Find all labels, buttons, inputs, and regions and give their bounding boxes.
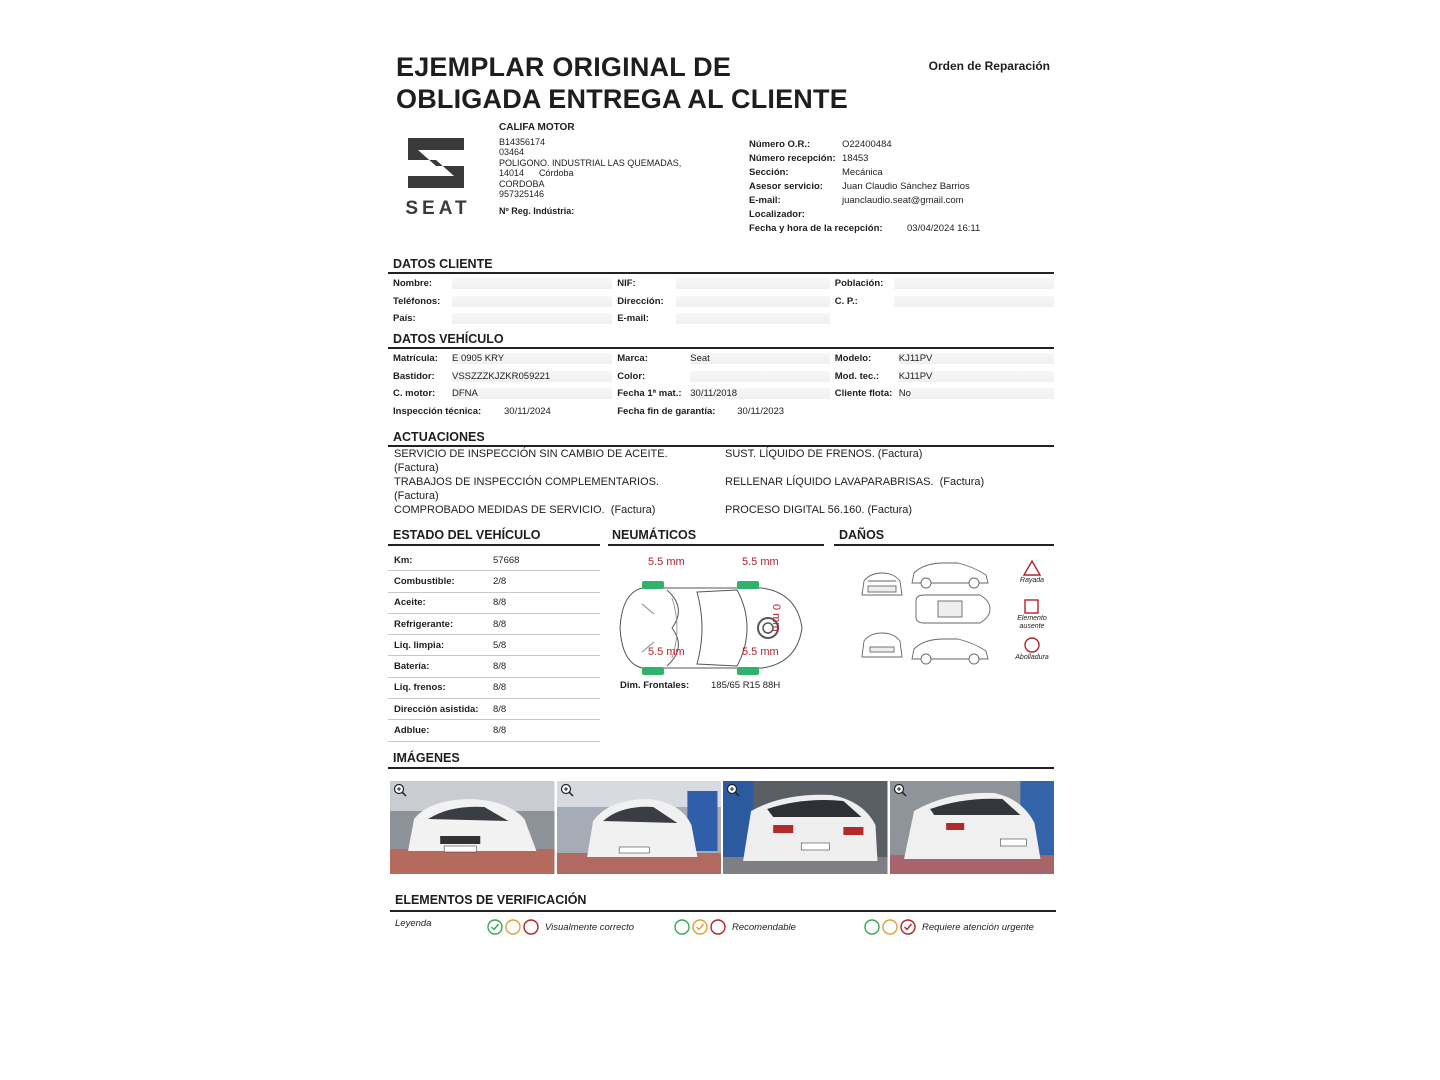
legend-urgent-label: Requiere atención urgente [922, 921, 1034, 933]
state-row-oil: Aceite: 8/8 [388, 593, 600, 614]
vehicle-photos [390, 781, 1054, 874]
legend-urgent [864, 918, 1034, 936]
dealer-line: B14356174 [499, 136, 546, 147]
actions-list [394, 448, 1054, 519]
legend-ok [487, 918, 634, 936]
section-rule [388, 767, 1054, 769]
action-item: PROCESO DIGITAL 56.160. (Factura) [725, 504, 913, 516]
state-row-fuel: Combustible: 2/8 [388, 571, 600, 592]
dealer-line: CORDOBA [499, 178, 545, 189]
legend-recommended [674, 918, 796, 936]
legend-scratch: Rayada [1019, 577, 1045, 584]
section-rule [388, 347, 1054, 349]
client-row: País: E-mail: [388, 310, 1054, 328]
tire-diagram [612, 556, 812, 716]
state-row-km: Km: 57668 [388, 550, 600, 571]
order-number-row: Número O.R.: O22400484 [749, 139, 892, 150]
legend-missing: Elemento ausente [1017, 615, 1047, 630]
vehicle-row: C. motor: DFNA Fecha 1ª mat.: 30/11/2018 Cliente flota: No [388, 385, 1054, 403]
section-title-neumaticos: NEUMÁTICOS [612, 528, 697, 542]
section-row: Sección: Mecánica [749, 167, 883, 178]
dealer-info [499, 123, 681, 216]
tire-dimension: Dim. Frontales: 185/65 R15 88H [620, 680, 781, 691]
section-title-danos: DAÑOS [839, 528, 885, 542]
vehicle-photo[interactable] [557, 781, 722, 874]
seat-logo [388, 136, 488, 222]
zoom-icon[interactable] [393, 783, 407, 797]
section-title-imagenes: IMÁGENES [393, 751, 460, 765]
section-rule [390, 910, 1056, 912]
client-row: Teléfonos: Dirección: C. P.: [388, 293, 1054, 311]
traffic-light-green-icon [487, 918, 539, 936]
tire-rear-right [737, 667, 759, 675]
state-row-brake-fluid: Liq. frenos: 8/8 [388, 678, 600, 699]
car-views-icon [858, 557, 1018, 669]
action-item: SERVICIO DE INSPECCIÓN SIN CAMBIO DE ACEITE. [394, 448, 668, 460]
dealer-line: 957325146 [499, 189, 545, 199]
action-item: TRABAJOS DE INSPECCIÓN COMPLEMENTARIOS. [394, 476, 660, 488]
section-title-verificacion: ELEMENTOS DE VERIFICACIÓN [395, 893, 587, 907]
action-row: TRABAJOS DE INSPECCIÓN COMPLEMENTARIOS. (Factura) RELLENAR LÍQUIDO LAVAPARABRISAS. (Factura) [394, 476, 1054, 503]
order-info [749, 138, 980, 236]
missing-square-icon [1023, 598, 1041, 616]
vehicle-state-table [388, 550, 600, 742]
section-rule [388, 272, 1054, 274]
title-line-1: EJEMPLAR ORIGINAL DE [396, 52, 732, 82]
section-rule [608, 544, 824, 546]
brand-wordmark: SEAT [405, 198, 471, 219]
vehicle-row: Matrícula: E 0905 KRY Marca: Seat Modelo: KJ11PV [388, 350, 1054, 368]
tire-value-front-right: 5.5 mm [648, 646, 685, 658]
locator-row: Localizador: [749, 209, 805, 220]
zoom-icon[interactable] [893, 783, 907, 797]
action-item: COMPROBADO MEDIDAS DE SERVICIO. (Factura) [394, 504, 656, 516]
section-rule [388, 445, 1054, 447]
dealer-reg-label: Nº Reg. Indústria: [499, 205, 575, 216]
vehicle-row: Bastidor: VSSZZZKJZKR059221 Color: Mod. tec.: KJ11PV [388, 368, 1054, 386]
action-item: RELLENAR LÍQUIDO LAVAPARABRISAS. (Factura) [725, 476, 985, 488]
zoom-icon[interactable] [726, 783, 740, 797]
reception-date-row: Fecha y hora de la recepción: 03/04/2024 16:11 [749, 223, 981, 234]
vehicle-photo[interactable] [890, 781, 1055, 874]
document-type: Orden de Reparación [928, 59, 1050, 73]
section-title-vehiculo: DATOS VEHÍCULO [393, 332, 504, 346]
verification-legend [395, 918, 1055, 938]
section-rule [834, 544, 1054, 546]
dealer-line: 14014 Córdoba [499, 168, 574, 178]
state-row-power-steering: Dirección asistida: 8/8 [388, 699, 600, 720]
email-row: E-mail: juanclaudio.seat@gmail.com [749, 195, 964, 206]
client-data-grid [388, 275, 1054, 328]
legend-ok-label: Visualmente correcto [545, 921, 635, 933]
section-title-estado: ESTADO DEL VEHÍCULO [393, 528, 541, 542]
title-line-2: OBLIGADA ENTREGA AL CLIENTE [396, 84, 848, 114]
client-row: Nombre: NIF: Población: [388, 275, 1054, 293]
traffic-light-amber-icon [674, 918, 726, 936]
action-row: SERVICIO DE INSPECCIÓN SIN CAMBIO DE ACEITE. (Factura) SUST. LÍQUIDO DE FRENOS. (Factura) [394, 448, 1054, 475]
state-row-adblue: Adblue: 8/8 [388, 720, 600, 741]
tire-value-rear-left: 5.5 mm [742, 556, 779, 568]
state-row-washer: Liq. limpia: 5/8 [388, 635, 600, 656]
tire-rear-left [737, 581, 759, 589]
car-top-view-icon [612, 568, 812, 688]
legend-recommended-label: Recomendable [732, 921, 796, 933]
dent-circle-icon [1023, 636, 1041, 654]
action-row [394, 504, 1054, 518]
state-row-coolant: Refrigerante: 8/8 [388, 614, 600, 635]
document-title [396, 51, 848, 115]
tire-value-rear-right: 5.5 mm [742, 646, 779, 658]
vehicle-data-grid [388, 350, 1054, 420]
dealer-line: 03464 [499, 147, 525, 157]
tire-value-spare: 0 mm [770, 604, 782, 632]
zoom-icon[interactable] [560, 783, 574, 797]
section-title-cliente: DATOS CLIENTE [393, 257, 493, 271]
state-row-battery: Batería: 8/8 [388, 656, 600, 677]
advisor-row: Asesor servicio: Juan Claudio Sánchez Barrios [749, 181, 970, 192]
action-item: SUST. LÍQUIDO DE FRENOS. (Factura) [725, 448, 923, 460]
damage-diagram [834, 553, 1056, 673]
legend-label: Leyenda [395, 918, 432, 929]
tire-front-right [642, 667, 664, 675]
vehicle-photo[interactable] [723, 781, 888, 874]
scratch-triangle-icon [1022, 559, 1042, 577]
dealer-line: POLIGONO. INDUSTRIAL LAS QUEMADAS, [499, 157, 682, 168]
tire-front-left [642, 581, 664, 589]
vehicle-photo[interactable] [390, 781, 555, 874]
vehicle-row: Inspección técnica: 30/11/2024 Fecha fin de garantía: 30/11/2023 [393, 405, 785, 417]
traffic-light-red-icon [864, 918, 916, 936]
dealer-name: CALIFA MOTOR [499, 122, 575, 133]
tire-value-front-left: 5.5 mm [648, 556, 685, 568]
section-title-actuaciones: ACTUACIONES [393, 430, 485, 444]
reception-number-row: Número recepción: 18453 [749, 153, 869, 164]
section-rule [388, 544, 600, 546]
legend-dent: Abolladura [1015, 654, 1049, 661]
